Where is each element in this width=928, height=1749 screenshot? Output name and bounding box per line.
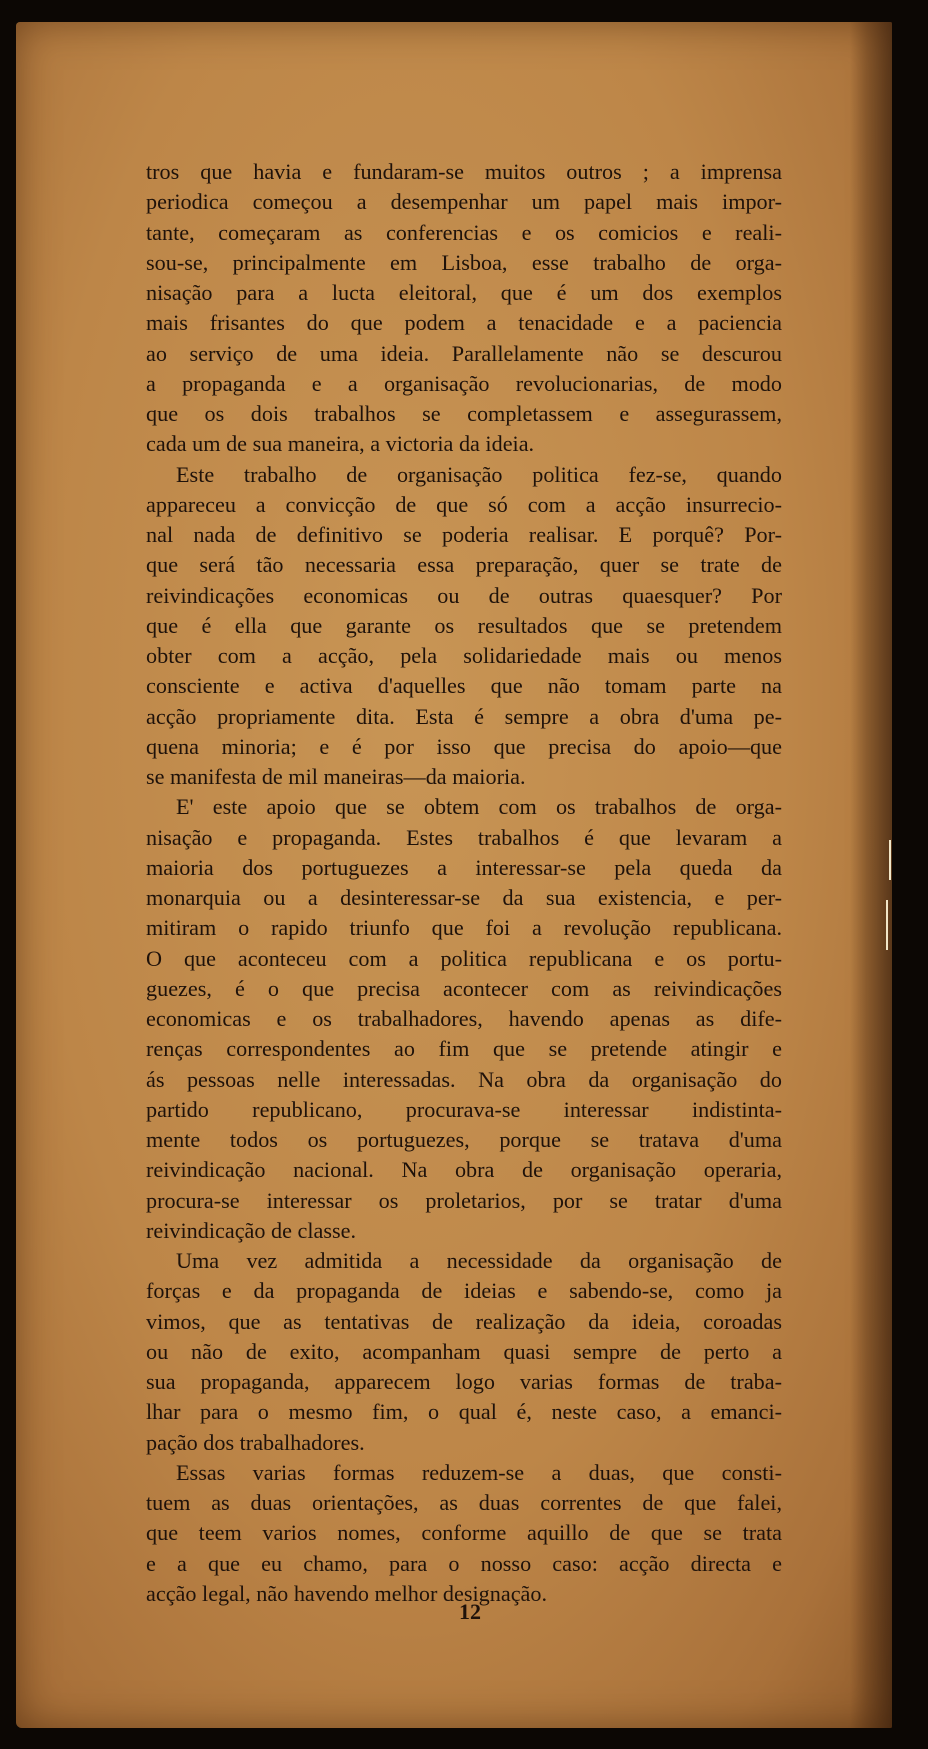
- text-line: sou-se, principalmente em Lisboa, esse trabalho de orga-: [146, 249, 782, 275]
- text-line: E' este apoio que se obtem com os trabalhos de orga-: [176, 794, 782, 820]
- text-line: que teem varios nomes, conforme aquillo de que se trata: [146, 1520, 782, 1546]
- text-line: que é ella que garante os resultados que se pretendem: [146, 612, 782, 638]
- edge-mark: [889, 840, 891, 880]
- text-line: Essas varias formas reduzem-se a duas, que consti-: [176, 1459, 782, 1485]
- text-line: sua propaganda, apparecem logo varias formas de traba-: [146, 1369, 782, 1394]
- text-line: tuem as duas orientações, as duas correntes de que falei,: [146, 1490, 782, 1515]
- text-line: quena minoria; e é por isso que precisa do apoio—que: [146, 733, 782, 759]
- text-line: vimos, que as tentativas de realização da ideia, coroadas: [146, 1308, 782, 1334]
- text-line: reivindicações economicas ou de outras quaesquer? Por: [146, 582, 782, 608]
- text-line: appareceu a convicção de que só com a acção insurrecio-: [146, 491, 782, 517]
- text-line: a propaganda e a organisação revolucionarias, de modo: [146, 370, 782, 396]
- text-line: procura-se interessar os proletarios, por se tratar d'uma: [146, 1187, 782, 1213]
- text-line: e a que eu chamo, para o nosso caso: acção directa e: [146, 1550, 782, 1576]
- text-line: guezes, é o que precisa acontecer com as reivindicações: [146, 975, 782, 1001]
- body-text: [146, 157, 782, 1609]
- text-line: obter com a acção, pela solidariedade mais ou menos: [146, 643, 782, 668]
- text-line: O que aconteceu com a politica republicana e os portu-: [146, 945, 782, 971]
- text-line: maioria dos portuguezes a interessar-se pela queda da: [146, 854, 782, 880]
- text-line: Este trabalho de organisação politica fez-se, quando: [176, 461, 782, 487]
- text-line: mitiram o rapido triunfo que foi a revolução republicana.: [146, 915, 782, 941]
- text-line: forças e da propaganda de ideias e sabendo-se, como ja: [146, 1278, 782, 1304]
- text-line: nal nada de definitivo se poderia realisar. E porquê? Por-: [146, 522, 782, 547]
- text-line: partido republicano, procurava-se interessar indistinta-: [146, 1096, 782, 1122]
- text-line: ao serviço de uma ideia. Parallelamente não se descurou: [146, 340, 782, 366]
- text-line: se manifesta de mil maneiras—da maioria.: [146, 764, 526, 789]
- text-line: monarquia ou a desinteressar-se da sua existencia, e per-: [146, 885, 782, 910]
- text-line: periodica começou a desempenhar um papel mais impor-: [146, 189, 782, 215]
- text-line: nisação para a lucta eleitoral, que é um dos exemplos: [146, 280, 782, 305]
- text-line: acção legal, não havendo melhor designação.: [146, 1580, 548, 1606]
- text-line: nisação e propaganda. Estes trabalhos é que levaram a: [146, 824, 782, 850]
- text-line: que os dois trabalhos se completassem e assegurassem,: [146, 401, 782, 426]
- text-line: mais frisantes do que podem a tenacidade e a paciencia: [146, 310, 782, 336]
- text-line: acção propriamente dita. Esta é sempre a obra d'uma pe-: [146, 703, 782, 729]
- text-line: ou não de exito, acompanham quasi sempre de perto a: [146, 1338, 782, 1364]
- page-number: 12: [459, 1599, 481, 1624]
- text-line: que será tão necessaria essa preparação, quer se trate de: [146, 552, 782, 578]
- edge-mark: [886, 900, 888, 950]
- text-line: economicas e os trabalhadores, havendo apenas as dife-: [146, 1006, 782, 1031]
- text-line: consciente e activa d'aquelles que não tomam parte na: [146, 673, 782, 699]
- text-line: ás pessoas nelle interessadas. Na obra da organisação do: [146, 1066, 782, 1092]
- text-line: reivindicação nacional. Na obra de organisação operaria,: [146, 1157, 782, 1183]
- text-line: reivindicação de classe.: [146, 1217, 357, 1243]
- book-page: [16, 22, 892, 1728]
- text-line: Uma vez admitida a necessidade da organisação de: [176, 1248, 782, 1273]
- text-line: lhar para o mesmo fim, o qual é, neste caso, a emanci-: [146, 1399, 782, 1425]
- text-line: renças correspondentes ao fim que se pretende atingir e: [146, 1036, 782, 1062]
- page-spine-shadow: [850, 22, 892, 1728]
- text-line: pação dos trabalhadores.: [146, 1429, 365, 1455]
- text-line: mente todos os portuguezes, porque se tratava d'uma: [146, 1127, 782, 1152]
- text-line: tante, começaram as conferencias e os comicios e reali-: [146, 219, 782, 245]
- text-line: tros que havia e fundaram-se muitos outros ; a imprensa: [146, 159, 782, 184]
- text-line: cada um de sua maneira, a victoria da ideia.: [146, 431, 535, 457]
